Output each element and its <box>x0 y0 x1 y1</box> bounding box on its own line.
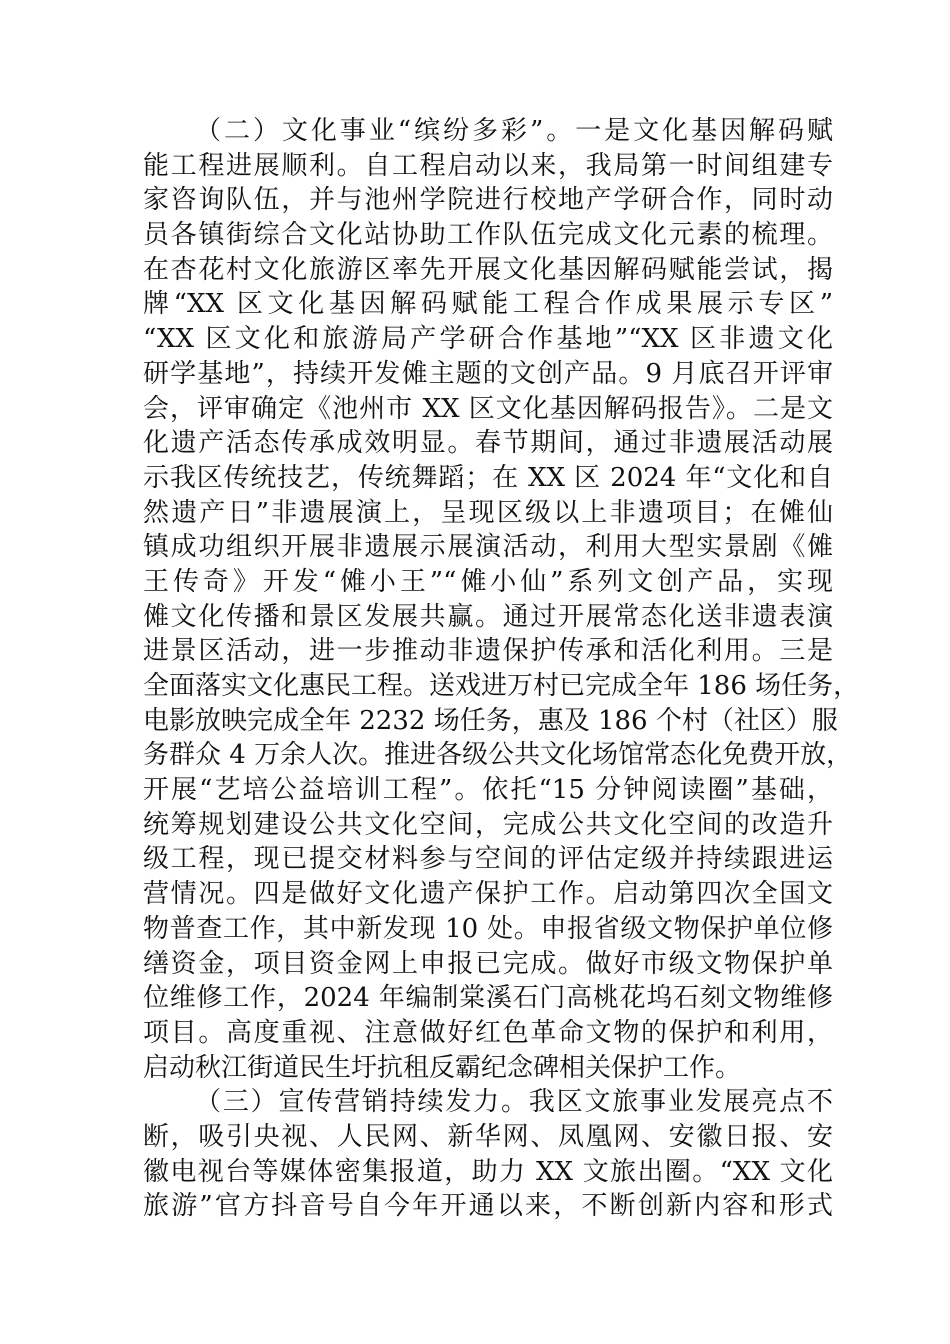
text-line: 家咨询队伍，并与池州学院进行校地产学研合作，同时动 <box>143 185 833 216</box>
text-line: 镇成功组织开展非遗展示展演活动，利用大型实景剧《傩 <box>143 532 833 563</box>
text-line: （二）文化事业“缤纷多彩”。一是文化基因解码赋 <box>195 116 833 146</box>
text-line: 营情况。四是做好文化遗产保护工作。启动第四次全国文 <box>143 879 833 910</box>
text-line: 化遗产活态传承成效明显。春节期间，通过非遗展活动展 <box>143 428 833 459</box>
text-line: 务群众 4 万余人次。推进各级公共文化场馆常态化免费开放， <box>143 740 853 771</box>
text-line: 旅游”官方抖音号自今年开通以来，不断创新内容和形式 <box>143 1191 833 1222</box>
text-line: 然遗产日”非遗展演上，呈现区级以上非遗项目；在傩仙 <box>143 497 833 528</box>
text-line: 物普查工作，其中新发现 10 处。申报省级文物保护单位修 <box>143 913 833 944</box>
text-line: 级工程，现已提交材料参与空间的评估定级并持续跟进运 <box>143 844 833 875</box>
text-line: 项目。高度重视、注意做好红色革命文物的保护和利用， <box>143 1017 833 1048</box>
text-line: 开展“艺培公益培训工程”。依托“15 分钟阅读圈”基础， <box>143 775 833 806</box>
text-line: 牌“XX 区文化基因解码赋能工程合作成果展示专区” <box>143 289 833 320</box>
text-line: （三）宣传营销持续发力。我区文旅事业发展亮点不 <box>195 1087 833 1118</box>
text-line: 进景区活动，进一步推动非遗保护传承和活化利用。三是 <box>143 636 833 667</box>
text-line: 员各镇街综合文化站协助工作队伍完成文化元素的梳理。 <box>143 220 833 251</box>
text-line: 统筹规划建设公共文化空间，完成公共文化空间的改造升 <box>143 809 833 840</box>
paragraph-publicity-marketing <box>143 1085 833 1224</box>
text-line: 缮资金，项目资金网上申报已完成。做好市级文物保护单 <box>143 948 833 979</box>
text-line: 全面落实文化惠民工程。送戏进万村已完成全年 186 场任务， <box>143 671 860 701</box>
text-line: 在杏花村文化旅游区率先开展文化基因解码赋能尝试，揭 <box>143 254 833 285</box>
text-line: 会，评审确定《池州市 XX 区文化基因解码报告》。二是文 <box>143 393 833 424</box>
text-line: 启动秋江街道民生圩抗租反霸纪念碑相关保护工作。 <box>143 1052 742 1083</box>
text-line: 王传奇》开发“傩小王”“傩小仙”系列文创产品，实现 <box>143 566 833 597</box>
text-line: 傩文化传播和景区发展共赢。通过开展常态化送非遗表演 <box>143 601 833 632</box>
paragraph-cultural-undertakings <box>143 114 860 1085</box>
text-line: “XX 区文化和旅游局产学研合作基地”“XX 区非遗文化 <box>143 324 833 355</box>
text-line: 徽电视台等媒体密集报道，助力 XX 文旅出圈。“XX 文化 <box>143 1156 833 1187</box>
text-line: 研学基地”，持续开发傩主题的文创产品。9 月底召开评审 <box>143 358 833 389</box>
text-line: 位维修工作，2024 年编制棠溪石门高桃花坞石刻文物维修 <box>143 983 833 1014</box>
text-line: 断，吸引央视、人民网、新华网、凤凰网、安徽日报、安 <box>143 1121 833 1152</box>
text-line: 能工程进展顺利。自工程启动以来，我局第一时间组建专 <box>143 150 833 181</box>
document-body <box>143 114 860 1224</box>
text-line: 示我区传统技艺，传统舞蹈；在 XX 区 2024 年“文化和自 <box>143 462 833 493</box>
text-line: 电影放映完成全年 2232 场任务，惠及 186 个村（社区）服 <box>143 705 838 736</box>
